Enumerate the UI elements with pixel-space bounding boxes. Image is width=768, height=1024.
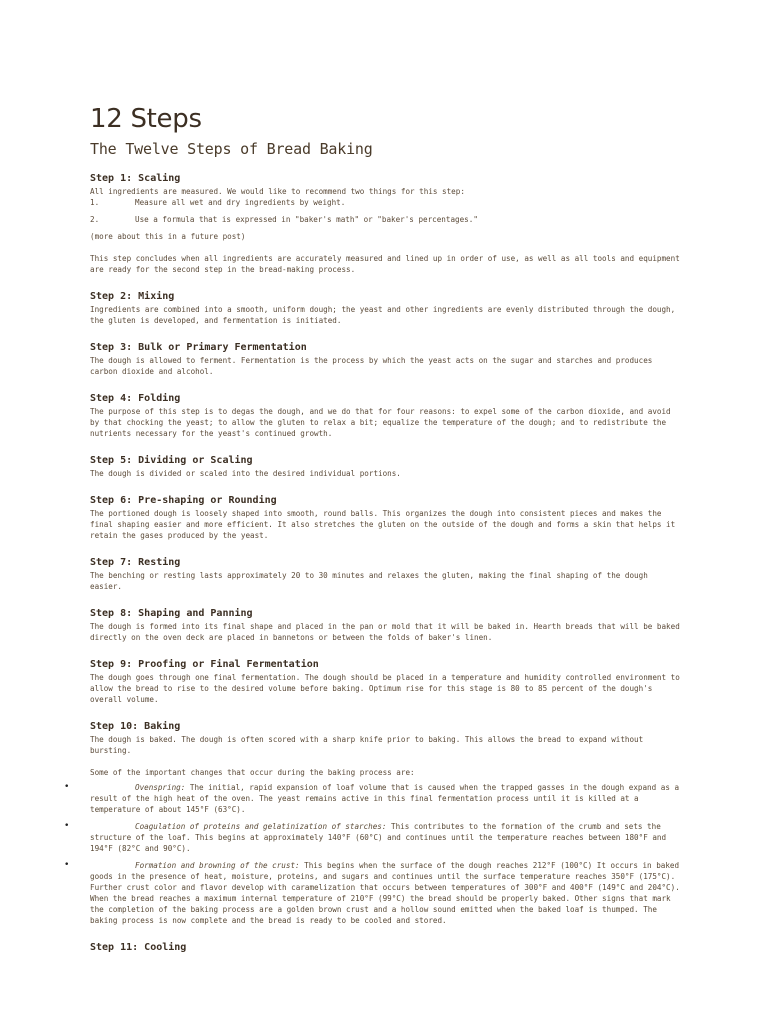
bullet-text: The initial, rapid expansion of loaf volume that is caused when the trapped gasses in the dough expand as a result of the high heat of the oven. The yeast remains active in this final fermentation process until it is killed at a temperature of about 145°F (63°C). [90,783,680,814]
step-heading: Step 2: Mixing [90,291,175,302]
step-6 [90,494,680,541]
step-body: The dough is baked. The dough is often scored with a sharp knife prior to baking. This allows the bread to expand without bursting. [90,735,644,755]
page-title: 12 Steps [90,104,202,134]
step-intro: All ingredients are measured. We would like to recommend two things for this step: [90,187,465,196]
step-note: (more about this in a future post) [90,232,246,241]
step-heading: Step 3: Bulk or Primary Fermentation [90,342,307,353]
step-body: The dough goes through one final fermentation. The dough should be placed in a temperature and humidity controlled environment to allow the bread to rise to the desired volume before baking. Optimum rise for this stage is 80 to 85 percent of the dough's overall volume. [90,673,680,704]
step-body: The dough is formed into its final shape and placed in the pan or mold that it will be baked in. Hearth breads that will be baked directly on the oven deck are placed in bannetons or between the folds of baker's linen. [90,622,680,642]
numbered-item [90,197,680,208]
changes-intro: Some of the important changes that occur during the baking process are: [90,768,415,777]
step-7 [90,556,680,592]
bullet-text: This contributes to the formation of the crumb and sets the structure of the loaf. This begins at approximately 140°F (60°C) and continues until the temperature reaches between 180°F and 194°F (82°C and 90°C). [90,822,667,853]
step-5 [90,454,680,479]
item-text: Measure all wet and dry ingredients by weight. [135,198,346,207]
step-outro: This step concludes when all ingredients are accurately measured and lined up in order of use, as well as all tools and equipment are ready for the second step in the bread-making process. [90,254,680,274]
bullet-icon: • [64,860,70,870]
step-body: The dough is divided or scaled into the desired individual portions. [90,469,401,478]
step-1 [90,172,680,275]
item-text: Use a formula that is expressed in "baker's math" or "baker's percentages." [135,215,478,224]
list-item [64,782,680,815]
bullet-lead: Coagulation of proteins and gelatinization of starches: [135,822,387,831]
list-item [64,821,680,854]
bullet-lead: Ovenspring: [135,783,186,792]
step-body: The portioned dough is loosely shaped into smooth, round balls. This organizes the dough into consistent pieces and makes the final shaping easier and more efficient. It also stretches the gluten on the outside of the dough and forms a skin that helps it retain the gases produced by the yeast. [90,509,676,540]
item-number: 1. [90,198,100,207]
step-4 [90,392,680,439]
bullet-text: This begins when the surface of the dough reaches 212°F (100°C) It occurs in baked goods in the presence of heat, moisture, proteins, and sugars and continues until the surface temperature reaches 350°F (175°C). Further crust color and flavor develop with caramelization that occurs between temperatures of 300°F and 400°F (149°C and 204°C). When the bread reaches a maximum internal temperature of 210°F (99°C) the bread should be properly baked. Other signs that mark the completion of the baking process are a golden brown crust and a hollow sound emitted when the baked loaf is thumped. The baking process is now complete and the bread is ready to be cooled and stored. [90,861,680,925]
step-8 [90,607,680,643]
step-heading: Step 9: Proofing or Final Fermentation [90,659,319,670]
step-body: The purpose of this step is to degas the dough, and we do that for four reasons: to expel some of the carbon dioxide, and avoid by that chocking the yeast; to allow the gluten to relax a bit; equalize the temperature of the dough; and to redistribute the nutrients necessary for the yeast's continued growth. [90,407,671,438]
step-9 [90,658,680,705]
step-11 [90,941,680,954]
step-heading: Step 5: Dividing or Scaling [90,455,253,466]
step-heading: Step 6: Pre-shaping or Rounding [90,495,277,506]
baking-changes-list [64,782,680,926]
step-body: The benching or resting lasts approximately 20 to 30 minutes and relaxes the gluten, making the final shaping of the dough easier. [90,571,648,591]
list-item [64,860,680,926]
bullet-icon: • [64,782,70,792]
document-page [64,104,680,969]
step-10 [64,720,680,926]
step-heading: Step 7: Resting [90,557,181,568]
step-body: Ingredients are combined into a smooth, uniform dough; the yeast and other ingredients are evenly distributed through the dough, the gluten is developed, and fermentation is initiated. [90,305,676,325]
numbered-item [90,214,680,225]
page-subtitle: The Twelve Steps of Bread Baking [90,140,373,158]
step-heading: Step 1: Scaling [90,173,181,184]
step-heading: Step 11: Cooling [90,942,187,953]
step-heading: Step 4: Folding [90,393,181,404]
step-body: The dough is allowed to ferment. Fermentation is the process by which the yeast acts on the sugar and starches and produces carbon dioxide and alcohol. [90,356,653,376]
step-2 [90,290,680,326]
bullet-lead: Formation and browning of the crust: [135,861,300,870]
step-heading: Step 8: Shaping and Panning [90,608,253,619]
step-3 [90,341,680,377]
bullet-icon: • [64,821,70,831]
step-heading: Step 10: Baking [90,721,181,732]
item-number: 2. [90,215,100,224]
